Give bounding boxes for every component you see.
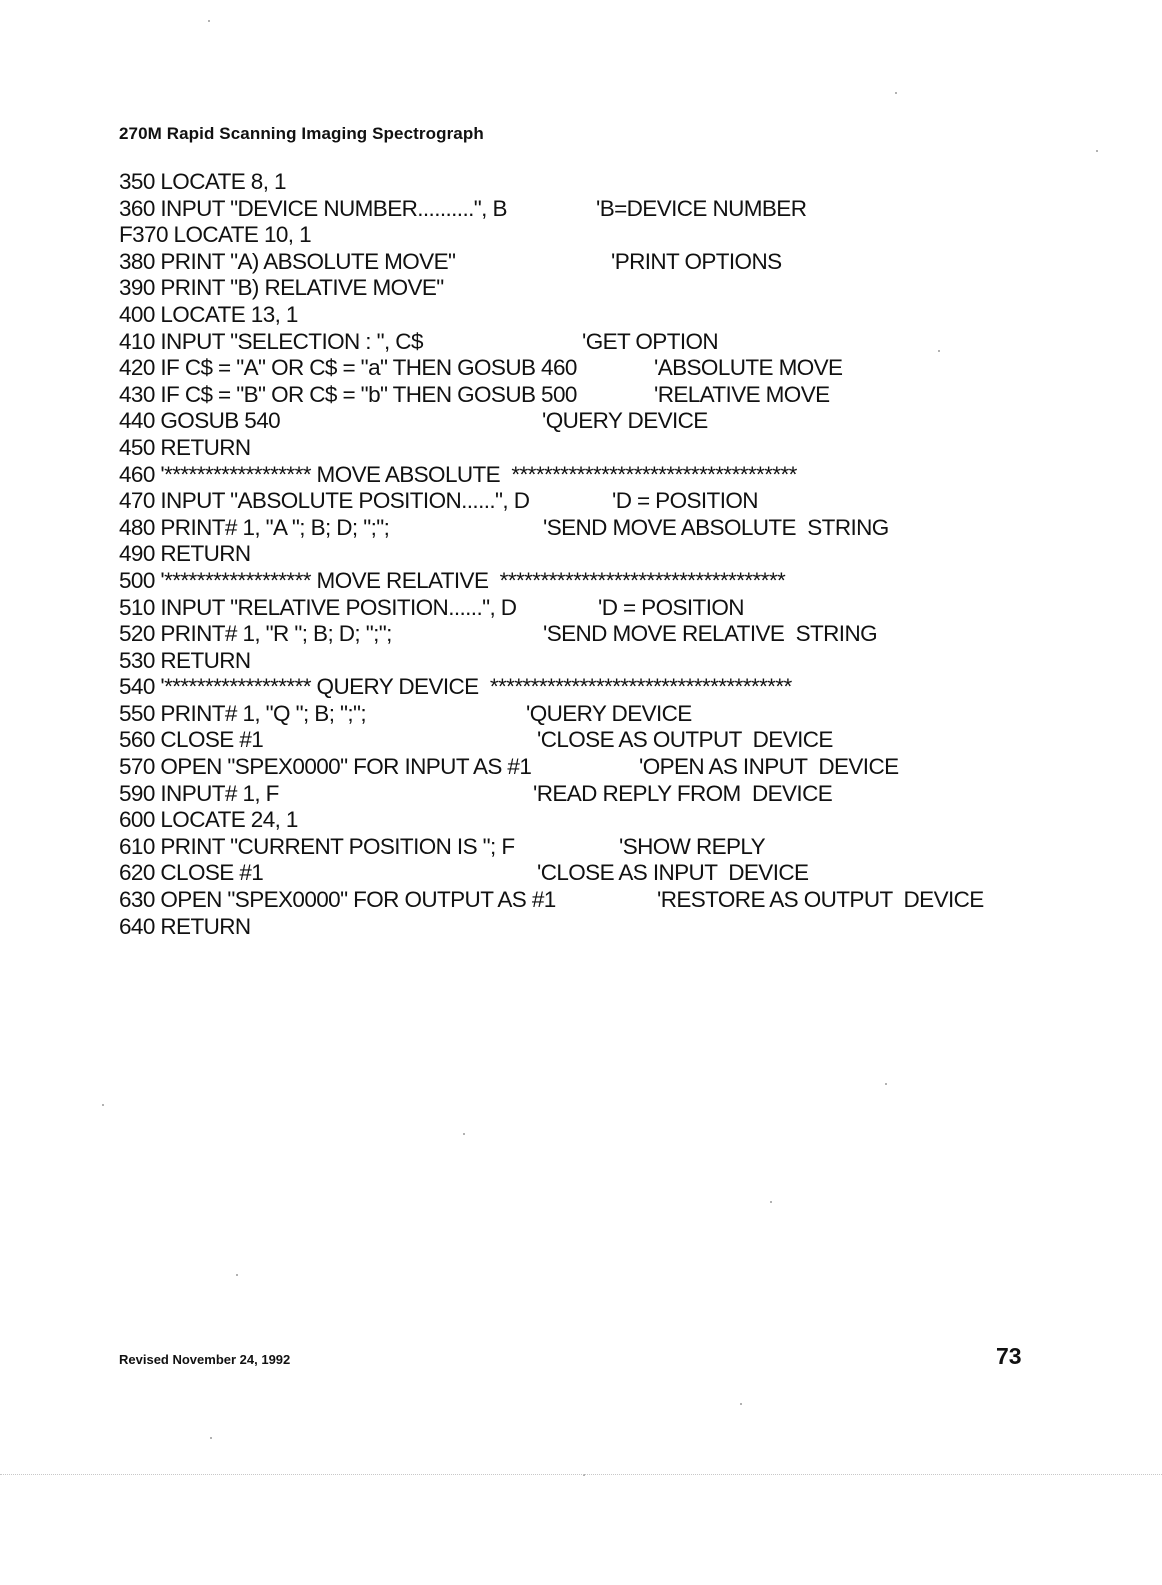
code-line	[119, 275, 1039, 302]
code-line	[119, 860, 1039, 887]
code-statement: 560 CLOSE #1	[119, 727, 264, 753]
code-line	[119, 568, 1039, 595]
code-statement: 440 GOSUB 540	[119, 408, 281, 434]
code-comment: 'RESTORE AS OUTPUT DEVICE	[657, 887, 984, 913]
code-comment: 'QUERY DEVICE	[542, 408, 708, 434]
page-header-title: 270M Rapid Scanning Imaging Spectrograph	[119, 124, 484, 143]
code-statement: 380 PRINT "A) ABSOLUTE MOVE"	[119, 248, 456, 274]
code-line	[119, 462, 1039, 489]
code-statement: 570 OPEN "SPEX0000" FOR INPUT AS #1	[119, 754, 532, 780]
code-line	[119, 648, 1039, 675]
scan-edge-line	[0, 1474, 1162, 1476]
code-statement: 500 '****************** MOVE RELATIVE ***********************************	[119, 567, 786, 593]
code-line	[119, 329, 1039, 356]
code-statement: 400 LOCATE 13, 1	[119, 301, 298, 327]
code-comment: 'OPEN AS INPUT DEVICE	[639, 754, 899, 780]
code-line	[119, 834, 1039, 861]
code-line	[119, 435, 1039, 462]
code-line	[119, 595, 1039, 622]
code-comment: 'B=DEVICE NUMBER	[596, 195, 807, 221]
code-statement: 490 RETURN	[119, 541, 251, 567]
code-line	[119, 169, 1039, 196]
page-number: 73	[996, 1343, 1022, 1369]
code-line	[119, 249, 1039, 276]
code-comment: 'GET OPTION	[582, 328, 719, 354]
code-line	[119, 488, 1039, 515]
code-comment: 'SHOW REPLY	[619, 833, 766, 859]
code-line	[119, 222, 1039, 249]
code-statement: 610 PRINT "CURRENT POSITION IS "; F	[119, 833, 515, 859]
code-statement: 590 INPUT# 1, F	[119, 780, 279, 806]
code-line	[119, 196, 1039, 223]
code-statement: 480 PRINT# 1, "A "; B; D; ";";	[119, 514, 390, 540]
code-statement: 510 INPUT "RELATIVE POSITION......", D	[119, 594, 517, 620]
code-statement: 450 RETURN	[119, 434, 251, 460]
code-line	[119, 302, 1039, 329]
code-statement: 430 IF C$ = "B" OR C$ = "b" THEN GOSUB 500	[119, 381, 577, 407]
code-statement: 540 '****************** QUERY DEVICE *************************************	[119, 674, 792, 700]
code-line	[119, 727, 1039, 754]
code-statement: 620 CLOSE #1	[119, 860, 264, 886]
code-comment: 'RELATIVE MOVE	[654, 381, 830, 407]
code-statement: 520 PRINT# 1, "R "; B; D; ";";	[119, 621, 392, 647]
code-comment: 'PRINT OPTIONS	[611, 248, 782, 274]
code-statement: 460 '****************** MOVE ABSOLUTE ***********************************	[119, 461, 797, 487]
code-statement: 470 INPUT "ABSOLUTE POSITION......", D	[119, 488, 530, 514]
code-line	[119, 807, 1039, 834]
code-line	[119, 781, 1039, 808]
code-comment: 'SEND MOVE RELATIVE STRING	[543, 621, 877, 647]
code-statement: 600 LOCATE 24, 1	[119, 807, 298, 833]
code-listing	[119, 169, 1039, 940]
code-comment: 'D = POSITION	[612, 488, 758, 514]
code-statement: 630 OPEN "SPEX0000" FOR OUTPUT AS #1	[119, 887, 556, 913]
code-statement: 640 RETURN	[119, 913, 251, 939]
code-line	[119, 355, 1039, 382]
code-comment: 'READ REPLY FROM DEVICE	[533, 780, 833, 806]
code-comment: 'D = POSITION	[598, 594, 744, 620]
code-statement: 550 PRINT# 1, "Q "; B; ";";	[119, 700, 367, 726]
code-statement: 390 PRINT "B) RELATIVE MOVE"	[119, 275, 444, 301]
code-line	[119, 382, 1039, 409]
code-statement: 530 RETURN	[119, 647, 251, 673]
code-comment: 'CLOSE AS OUTPUT DEVICE	[537, 727, 833, 753]
code-comment: 'SEND MOVE ABSOLUTE STRING	[543, 514, 889, 540]
code-line	[119, 408, 1039, 435]
code-line	[119, 701, 1039, 728]
code-comment: 'CLOSE AS INPUT DEVICE	[537, 860, 809, 886]
code-statement: 350 LOCATE 8, 1	[119, 169, 286, 194]
code-line	[119, 515, 1039, 542]
code-line	[119, 887, 1039, 914]
code-statement: 410 INPUT "SELECTION : ", C$	[119, 328, 423, 354]
revision-date: Revised November 24, 1992	[119, 1352, 291, 1367]
code-statement: 360 INPUT "DEVICE NUMBER..........", B	[119, 195, 507, 221]
code-line	[119, 541, 1039, 568]
code-statement: 420 IF C$ = "A" OR C$ = "a" THEN GOSUB 460	[119, 355, 577, 381]
code-line	[119, 621, 1039, 648]
code-line	[119, 914, 1039, 941]
code-comment: 'QUERY DEVICE	[526, 700, 692, 726]
code-comment: 'ABSOLUTE MOVE	[654, 355, 843, 381]
code-statement: F370 LOCATE 10, 1	[119, 222, 311, 248]
code-line	[119, 674, 1039, 701]
code-line	[119, 754, 1039, 781]
